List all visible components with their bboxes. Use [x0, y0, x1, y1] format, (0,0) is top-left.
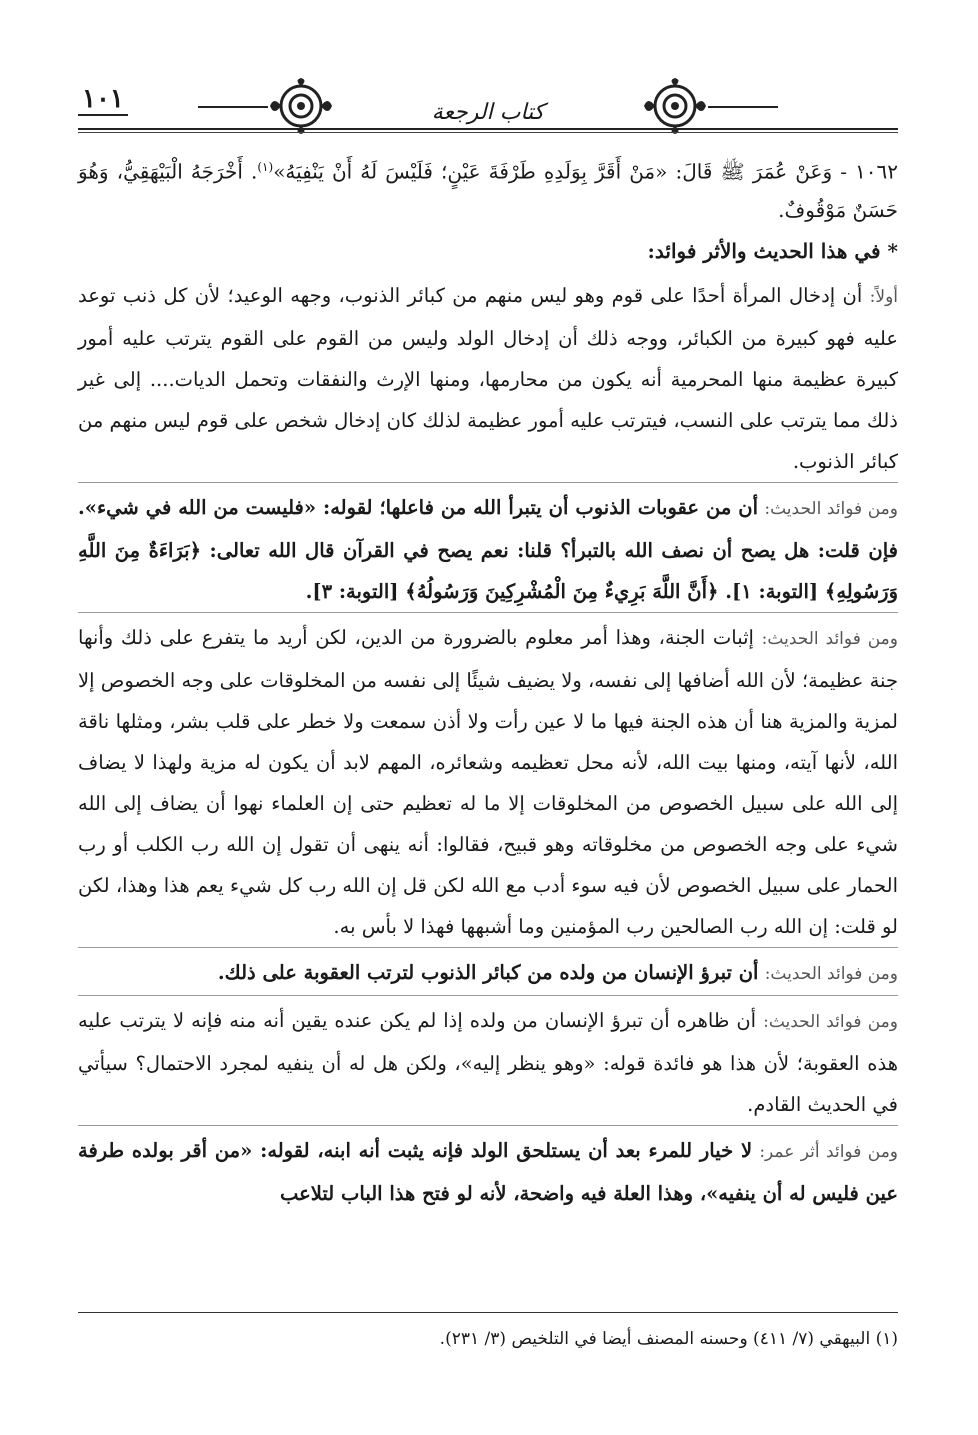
paragraph-text: أن إدخال المرأة أحدًا على قوم وهو ليس منهم من كبائر الذنوب، وجهه الوعيد؛ لأن كل ذنب توعد عليه فهو كبيرة من الكبائر، ووجه ذلك أن إدخال الولد وليس من القوم على القوم يترتب عليه أمور كبيرة عظيمة منها المحرمية أنه يكون من محارمها، ومنها الإرث والنفقات وتحمل الديات.... إلى غير ذلك مما يترتب على النسب، فيترتب عليه أمور عظيمة لذلك كان إدخال شخص على قوم ليس منهم من كبائر الذنوب.	[78, 283, 898, 473]
hadith-text	[78, 148, 898, 229]
paragraph	[78, 947, 898, 995]
page-number: ١٠١	[78, 84, 128, 116]
ornament-right-icon	[642, 78, 708, 134]
paragraph	[78, 1125, 898, 1214]
ornament-line-left	[198, 106, 268, 108]
header-rule-thin	[78, 132, 898, 133]
paragraph	[78, 612, 898, 947]
paragraph-text: أن تبرؤ الإنسان من ولده من كبائر الذنوب لترتب العقوبة على ذلك.	[217, 960, 759, 984]
hadith-tail: . أَخْرَجَهُ الْبَيْهَقِيُّ، وَهُوَ حَسَنٌ مَوْقُوفٌ.	[78, 159, 898, 222]
book-page	[78, 70, 898, 1400]
paragraph	[78, 271, 898, 482]
ornament-left-icon	[268, 78, 334, 134]
paragraph-text: إثبات الجنة، وهذا أمر معلوم بالضرورة من الدين، لكن أريد ما يتفرع على ذلك وأنها جنة عظيمة؛ لأن الله أضافها إلى نفسه، ولا يضيف شيئًا إلى نفسه من المخلوقات على وجه الخصوص إلا لمزية والمزية هنا أن هذه الجنة فيها ما لا عين رأت ولا أذن سمعت ولا خطر على قلب بشر، ومثلها ناقة الله، لأنها آيته، ومنها بيت الله، لأنه محل تعظيمه وشعائره، المهم لابد أن يكون له مزية ولهذا لا يضاف إلى الله على سبيل الخصوص من المخلوقات إلا ما له تعظيم حتى إن العلماء نهوا أن يضاف إلى الله شيء على وجه الخصوص من مخلوقاته وهو قبيح، فقالوا: أنه ينهى أن تقول إن الله رب الكلب أو رب الحمار على سبيل الخصوص لأن فيه سوء أدب مع الله لكن قل إن الله رب كل شيء يعم هذا وهذا، لكن لو قلت: إن الله رب الصالحين رب المؤمنين وما أشبهها فهذا لا بأس به.	[78, 625, 898, 938]
ornament-line-right	[708, 106, 778, 108]
paragraph-lead: ومن فوائد الحديث:	[764, 963, 898, 984]
footnote: (١) البيهقي (٧/ ٤١١) وحسنه المصنف أيضا في التلخيص (٣/ ٢٣١).	[439, 1329, 898, 1349]
running-title: كتاب الرجعة	[431, 100, 545, 125]
paragraph-text: لا خيار للمرء بعد أن يستلحق الولد فإنه يثبت أنه ابنه، لقوله: «من أقر بولده طرفة عين فليس له أن ينفيه»، وهذا العلة فيه واضحة، لأنه لو فتح هذا الباب لتلاعب	[78, 1138, 898, 1205]
hadith-body: ١٠٦٢ - وَعَنْ عُمَرَ ﷺ قَالَ: «مَنْ أَقَرَّ بِوَلَدِهِ طَرْفَةَ عَيْنٍ؛ فَلَيْسَ لَهُ أَنْ يَنْفِيَهُ»	[273, 159, 898, 184]
paragraph-lead: ومن فوائد الحديث:	[763, 1011, 898, 1032]
paragraph-text: أن ظاهره أن تبرؤ الإنسان من ولده إذا لم يكن عنده يقين أنه منه فإنه لا يترتب عليه هذه العقوبة؛ لأن هذا هو فائدة قوله: «وهو ينظر إليه»، ولكن هل له أن ينفيه لمجرد الاحتمال؟ سيأتي في الحديث القادم.	[78, 1008, 898, 1116]
header-rule	[78, 128, 898, 130]
page-content	[78, 148, 898, 1214]
page-header	[78, 70, 898, 140]
paragraph-text: أن من عقوبات الذنوب أن يتبرأ الله من فاعلها؛ لقوله: «فليست من الله في شيء». فإن قلت: هل يصح أن نصف الله بالتبرأ؟ قلنا: نعم يصح في القرآن قال الله تعالى: ﴿بَرَاءَةٌ مِنَ اللَّهِ وَرَسُولِهِ﴾ [التوبة: ١]. ﴿أَنَّ اللَّهَ بَرِيءٌ مِنَ الْمُشْرِكِينَ وَرَسُولُهُ﴾ [التوبة: ٣].	[78, 495, 898, 603]
section-heading: * في هذا الحديث والأثر فوائد:	[647, 238, 898, 263]
paragraph-lead: ومن فوائد أثر عمر:	[759, 1141, 899, 1162]
paragraph	[78, 995, 898, 1125]
paragraph-lead: ومن فوائد الحديث:	[764, 498, 899, 519]
footnote-marker[interactable]: (١)	[257, 160, 274, 174]
paragraph	[78, 482, 898, 612]
footnote-rule	[78, 1312, 898, 1313]
paragraph-lead: أولاً:	[869, 286, 898, 307]
paragraph-lead: ومن فوائد الحديث:	[761, 628, 898, 649]
